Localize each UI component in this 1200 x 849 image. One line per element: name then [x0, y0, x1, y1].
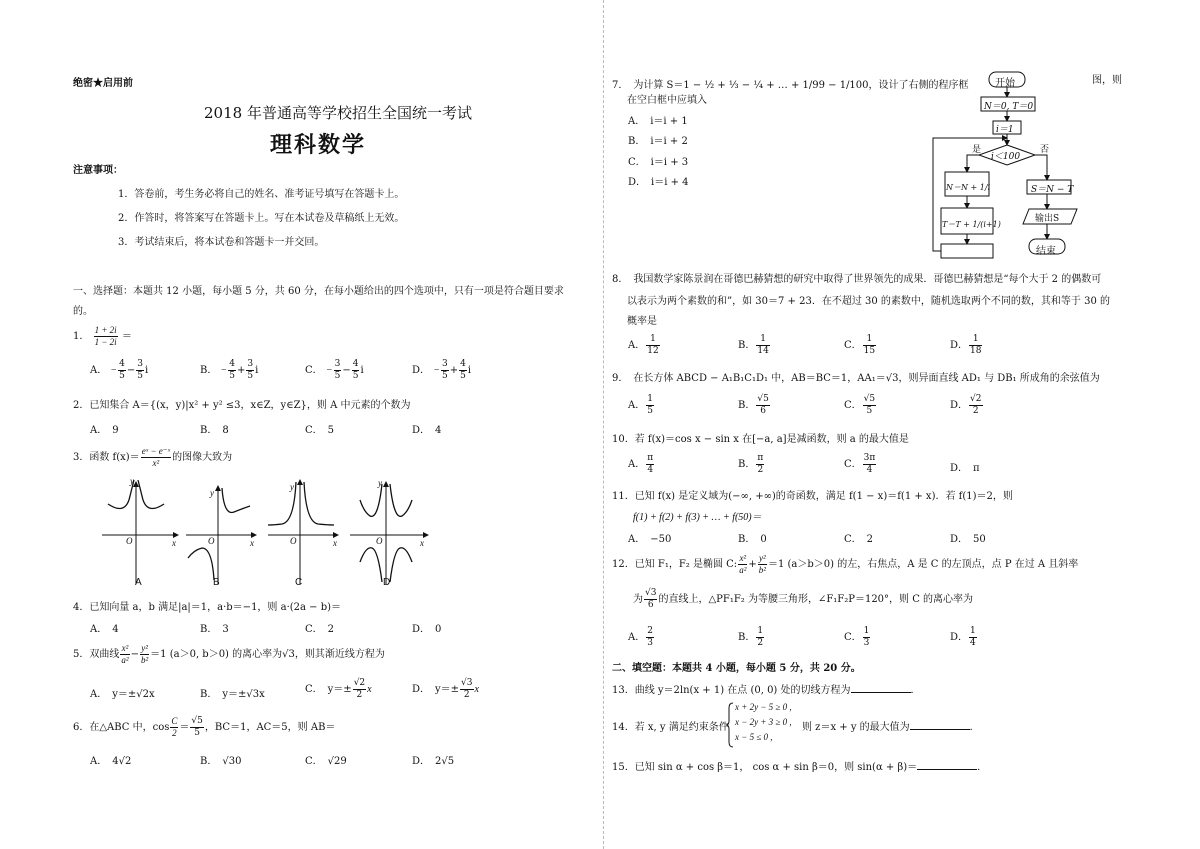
q4-option-d: D． 0 [412, 624, 442, 635]
flow-cond: i＜100 [991, 152, 1021, 162]
q8-option-b: B． $\frac{1}{14}$ [738, 334, 769, 356]
q12-stem: 12．已知 F₁，F₂ 是椭圆 C: $\frac{\text{x²}}{\text{a²}}$ + $\frac{\text{y²}}{\text{b²}}$ ＝1 (a＞b＞0) 的左，右焦点，A 是 C 的左顶点，点 P 在过 A 且斜率 [612, 553, 1079, 575]
graph-b-origin: O [208, 536, 215, 546]
q9-option-b: B． $\frac{√5}{6}$ [738, 394, 769, 416]
flow-t-update: T＝T + 1/(i+1) [942, 220, 1001, 229]
q7-stem-cont: 在空白框中应填入 [627, 95, 707, 106]
top-right-fragment: 图，则 [1092, 75, 1122, 86]
flow-init: N＝0, T＝0 [984, 102, 1034, 112]
q1-stem: 1． $\frac{1 + 2i}{1 - 2i}$ ＝ [73, 325, 132, 347]
q2-option-c: C． 5 [305, 425, 335, 436]
q14-brace [726, 702, 734, 748]
q14-stem-post: 则 z＝x + y 的最大值为 ． [802, 722, 980, 733]
flow-start: 开始 [995, 78, 1015, 89]
q10-option-a: A． $\frac{\pi}{4}$ [628, 453, 654, 475]
q9-stem: 9． 在长方体 ABCD − A₁B₁C₁D₁ 中，AB＝BC＝1，AA₁＝√3，则异面直线 AD₁ 与 DB₁ 所成角的余弦值为 [612, 373, 1100, 384]
q6-option-b: B． √30 [200, 756, 242, 767]
q11-option-a: A． −50 [628, 534, 672, 545]
graph-a-y: y [130, 476, 134, 486]
graph-c-origin: O [290, 536, 297, 546]
q6-option-a: A． 4√2 [90, 756, 132, 767]
q8-option-c: C． $\frac{1}{15}$ [844, 334, 876, 356]
q9-option-a: A． $\frac{1}{5}$ [628, 394, 653, 416]
graph-d-x: x [420, 538, 424, 548]
q4-option-c: C． 2 [305, 624, 335, 635]
q14-constraint-1: x + 2y − 5 ≥ 0 , [735, 702, 792, 712]
graph-a [102, 480, 178, 584]
q14-blank [910, 720, 970, 730]
q13-stem: 13．曲线 y＝2ln(x + 1) 在点 (0, 0) 处的切线方程为 ． [612, 685, 921, 696]
flow-yes: 是 [972, 145, 982, 155]
q10-stem: 10．若 f(x)＝cos x − sin x 在[−a, a]是减函数，则 a 的最大值是 [612, 434, 909, 445]
q15-blank [917, 760, 977, 770]
q10-option-c: C． $\frac{3\pi}{4}$ [844, 453, 876, 475]
q14-stem-pre: 14．若 x, y 满足约束条件 [612, 722, 729, 733]
graph-d-y: y [378, 478, 382, 488]
graph-a-x: x [172, 538, 176, 548]
q4-option-a: A． 4 [90, 624, 119, 635]
exam-title: 2018 年普通高等学校招生全国统一考试 [204, 104, 472, 122]
q6-option-d: D． 2√5 [412, 756, 455, 767]
section1-heading: 一、选择题：本题共 12 小题，每小题 5 分，共 60 分，在每小题给出的四个选项中，只有一项是符合题目要求 [73, 286, 564, 297]
q6-option-c: C． √29 [305, 756, 347, 767]
q5-option-c: C． y＝± $\frac{√2}{2}$ x [305, 678, 372, 700]
q7-option-c: C． i＝i + 3 [628, 157, 689, 168]
graph-b-x: x [250, 538, 254, 548]
q1-fraction: $\frac{1 + 2i}{1 - 2i}$ [94, 325, 117, 347]
q4-stem: 4．已知向量 a，b 满足|a|＝1，a·b＝−1，则 a·(2a − b)＝ [73, 602, 342, 613]
q8-stem: 8． 我国数学家陈景润在哥德巴赫猜想的研究中取得了世界领先的成果．哥德巴赫猜想是“每个大于 2 的偶数可 [612, 274, 1102, 285]
q11-stem-cont: f(1) + f(2) + f(3) + … + f(50)＝ [633, 512, 762, 523]
graph-label-c: C [295, 577, 303, 588]
page-fold-line [603, 0, 604, 849]
flow-n-update: N＝N + 1/i [946, 183, 991, 192]
graph-c [268, 480, 338, 584]
q12-option-a: A． $\frac{2}{3}$ [628, 626, 653, 648]
q11-option-b: B． 0 [738, 534, 767, 545]
q12-option-b: B． $\frac{1}{2}$ [738, 626, 764, 648]
graph-label-b: B [213, 577, 220, 588]
graph-a-origin: O [126, 536, 133, 546]
q14-constraint-3: x − 5 ≤ 0 , [735, 732, 773, 742]
q1-option-b: B． − $\frac{4}{5}$ + $\frac{3}{5}$ i [200, 359, 259, 381]
q6-stem: 6．在△ABC 中，cos $\frac{C}{2}$ ＝ $\frac{√5}{5}$ ，BC＝1，AC＝5，则 AB＝ [73, 716, 336, 738]
q1-num: 1． [73, 331, 90, 342]
note-3: 3．考试结束后，将本试卷和答题卡一并交回。 [118, 237, 325, 248]
q2-option-d: D． 4 [412, 425, 442, 436]
subject-title: 理科数学 [270, 132, 367, 158]
q1-option-c: C． − $\frac{3}{5}$ − $\frac{4}{5}$ i [305, 359, 364, 381]
q14-constraint-2: x − 2y + 3 ≥ 0 , [735, 717, 792, 727]
q5-option-d: D． y＝± $\frac{√3}{2}$ x [412, 678, 479, 700]
q8-option-d: D． $\frac{1}{18}$ [950, 334, 982, 356]
section1-heading-cont: 的。 [73, 306, 93, 317]
q11-option-d: D． 50 [950, 534, 986, 545]
graph-d [350, 482, 428, 584]
q8-option-a: A． $\frac{1}{12}$ [628, 334, 659, 356]
q13-blank [851, 683, 911, 693]
graph-c-y: y [290, 482, 294, 492]
flow-end: 结束 [1036, 246, 1056, 257]
q7-flowchart [925, 66, 1085, 262]
q12-stem-cont: 为 $\frac{√3}{6}$ 的直线上，△PF₁F₂ 为等腰三角形，∠F₁F₂P＝120°，则 C 的离心率为 [633, 588, 974, 610]
graph-label-a: A [135, 577, 142, 588]
graph-b-y: y [210, 488, 214, 498]
notes-heading: 注意事项： [73, 165, 123, 176]
flow-s-calc: S＝N − T [1031, 185, 1074, 195]
q2-option-b: B． 8 [200, 425, 229, 436]
graph-label-d: D [383, 577, 391, 588]
q7-option-b: B． i＝i + 2 [628, 136, 688, 147]
flow-blank-box [941, 244, 993, 258]
flow-output: 输出S [1035, 214, 1060, 224]
q1-option-a: A． − $\frac{4}{5}$ − $\frac{3}{5}$ i [90, 359, 149, 381]
graph-c-x: x [333, 538, 337, 548]
q5-option-b: B． y＝±√3x [200, 689, 265, 700]
note-2: 2．作答时，将答案写在答题卡上。写在本试卷及草稿纸上无效。 [118, 213, 405, 224]
q9-option-d: D． $\frac{√2}{2}$ [950, 394, 982, 416]
q7-option-d: D． i＝i + 4 [628, 177, 689, 188]
q5-option-a: A． y＝±√2x [90, 689, 155, 700]
q3-stem: 3．函数 f(x)＝ $\frac{\text{eˣ − e⁻ˣ}}{\text{x²}}$ 的图像大致为 [73, 446, 233, 468]
q2-stem: 2．已知集合 A＝{(x，y)|x² + y² ≤3，x∈Z，y∈Z}，则 A 中元素的个数为 [73, 400, 411, 411]
graph-d-origin: O [376, 536, 383, 546]
q9-option-c: C． $\frac{√5}{5}$ [844, 394, 876, 416]
note-1: 1．答卷前，考生务必将自己的姓名、准考证号填写在答题卡上。 [118, 189, 405, 200]
q7-stem: 7． 为计算 S＝1 − ½ + ⅓ − ¼ + … + 1/99 − 1/100，设计了右侧的程序框 [612, 80, 969, 91]
q5-stem: 5．双曲线 $\frac{\text{x²}}{\text{a²}}$ − $\frac{\text{y²}}{\text{b²}}$ ＝1 (a＞0, b＞0) 的离心率为√3，则其渐近线方程为 [73, 643, 385, 665]
q10-option-d: D． π [950, 463, 980, 474]
q11-option-c: C． 2 [844, 534, 874, 545]
q11-stem: 11．已知 f(x) 是定义域为(−∞, +∞)的奇函数，满足 f(1 − x)＝f(1 + x)．若 f(1)＝2，则 [612, 491, 1013, 502]
q12-option-c: C． $\frac{1}{3}$ [844, 626, 870, 648]
q8-stem-cont1: 以表示为两个素数的和”，如 30＝7 + 23．在不超过 30 的素数中，随机选取两个不同的数，其和等于 30 的 [627, 296, 1111, 307]
graph-b [186, 486, 256, 584]
q1-option-d: D． − $\frac{3}{5}$ + $\frac{4}{5}$ i [412, 359, 472, 381]
q15-stem: 15．已知 sin α + cos β＝1， cos α + sin β＝0，则 sin(α + β)＝ ． [612, 762, 988, 773]
flow-i-init: i＝1 [996, 125, 1014, 135]
q7-option-a: A． i＝i + 1 [628, 116, 688, 127]
q10-option-b: B． $\frac{\pi}{2}$ [738, 453, 764, 475]
q4-option-b: B． 3 [200, 624, 229, 635]
q3-graphs [100, 476, 430, 591]
q12-option-d: D． $\frac{1}{4}$ [950, 626, 976, 648]
q8-stem-cont2: 概率是 [627, 316, 657, 327]
q2-option-a: A． 9 [90, 425, 119, 436]
secret-label: 绝密★启用前 [73, 78, 133, 89]
section2-heading: 二、填空题：本题共 4 小题，每小题 5 分，共 20 分。 [612, 663, 861, 674]
flow-no: 否 [1040, 145, 1050, 155]
